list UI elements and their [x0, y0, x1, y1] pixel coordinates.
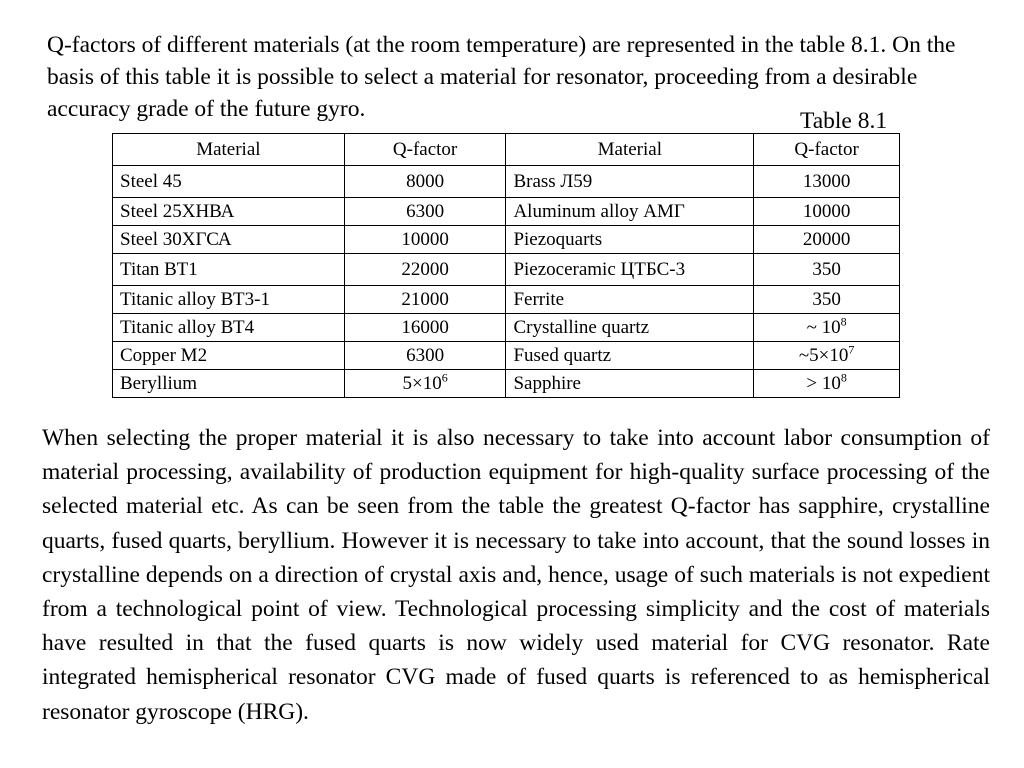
- q-factor-table: [112, 133, 900, 398]
- table-row: [113, 370, 900, 398]
- material-cell: Titan ВТ1: [113, 254, 345, 286]
- header-qfactor-right: Q-factor: [754, 134, 900, 166]
- table-row: [113, 286, 900, 314]
- qfactor-cell: 10000: [754, 198, 900, 226]
- material-cell: Beryllium: [113, 370, 345, 398]
- table-row: [113, 314, 900, 342]
- qfactor-cell: [344, 370, 506, 398]
- qfactor-cell: 16000: [344, 314, 506, 342]
- qfactor-cell: 6300: [344, 198, 506, 226]
- qfactor-exponent: 8: [840, 370, 847, 385]
- qfactor-cell: 350: [754, 254, 900, 286]
- material-cell: Piezoceramic ЦТБС-3: [506, 254, 754, 286]
- qfactor-base: 5×10: [402, 372, 442, 394]
- qfactor-cell: [754, 314, 900, 342]
- qfactor-base: > 10: [806, 372, 841, 394]
- qfactor-cell: 21000: [344, 286, 506, 314]
- qfactor-cell: 8000: [344, 166, 506, 198]
- qfactor-base: ~5×10: [798, 344, 849, 366]
- material-cell: Steel 45: [113, 166, 345, 198]
- material-cell: Piezoquarts: [506, 226, 754, 254]
- material-cell: Fused quartz: [506, 342, 754, 370]
- qfactor-cell: 6300: [344, 342, 506, 370]
- material-cell: Titanic alloy ВТ3-1: [113, 286, 345, 314]
- material-cell: Ferrite: [506, 286, 754, 314]
- qfactor-exponent: 6: [441, 370, 448, 385]
- header-material-left: Material: [113, 134, 345, 166]
- qfactor-exponent: 7: [848, 342, 855, 357]
- intro-paragraph: Q-factors of different materials (at the room temperature) are represented in the table 8.1. On the basis of this table it is possible to select a material for resonator, proceeding from a desirable accuracy grade of the future gyro.: [47, 32, 956, 122]
- qfactor-cell: [754, 370, 900, 398]
- material-cell: Sapphire: [506, 370, 754, 398]
- table-row: [113, 198, 900, 226]
- qfactor-cell: 13000: [754, 166, 900, 198]
- table-row: [113, 254, 900, 286]
- header-material-right: Material: [506, 134, 754, 166]
- qfactor-base: ~ 10: [806, 316, 841, 338]
- material-cell: Steel 25ХНВА: [113, 198, 345, 226]
- material-cell: Crystalline quartz: [506, 314, 754, 342]
- qfactor-cell: 20000: [754, 226, 900, 254]
- qfactor-cell: [754, 342, 900, 370]
- material-cell: Titanic alloy ВТ4: [113, 314, 345, 342]
- material-cell: Aluminum alloy АМГ: [506, 198, 754, 226]
- table-caption: Table 8.1: [800, 108, 888, 134]
- qfactor-cell: 10000: [344, 226, 506, 254]
- body-paragraph: When selecting the proper material it is also necessary to take into account labor consumption of material processing, availability of production equipment for high-quality surface processing of the selected material etc. As can be seen from the table the greatest Q-factor has sapphire, crystalline quarts, fused quarts, beryllium. However it is necessary to take into account, that the sound losses in crystalline depends on a direction of crystal axis and, hence, usage of such materials is not expedient from a technological point of view. Technological processing simplicity and the cost of materials have resulted in that the fused quarts is now widely used material for CVG resonator. Rate integrated hemispherical resonator CVG made of fused quarts is referenced to as hemispherical resonator gyroscope (HRG).: [42, 425, 990, 725]
- material-cell: Copper М2: [113, 342, 345, 370]
- material-cell: Steel 30ХГСА: [113, 226, 345, 254]
- table-row: [113, 166, 900, 198]
- qfactor-cell: 22000: [344, 254, 506, 286]
- qfactor-cell: 350: [754, 286, 900, 314]
- table-header-row: [113, 134, 900, 166]
- table-row: [113, 226, 900, 254]
- table-row: [113, 342, 900, 370]
- header-qfactor-left: Q-factor: [344, 134, 506, 166]
- material-cell: Brass Л59: [506, 166, 754, 198]
- qfactor-exponent: 8: [840, 314, 847, 329]
